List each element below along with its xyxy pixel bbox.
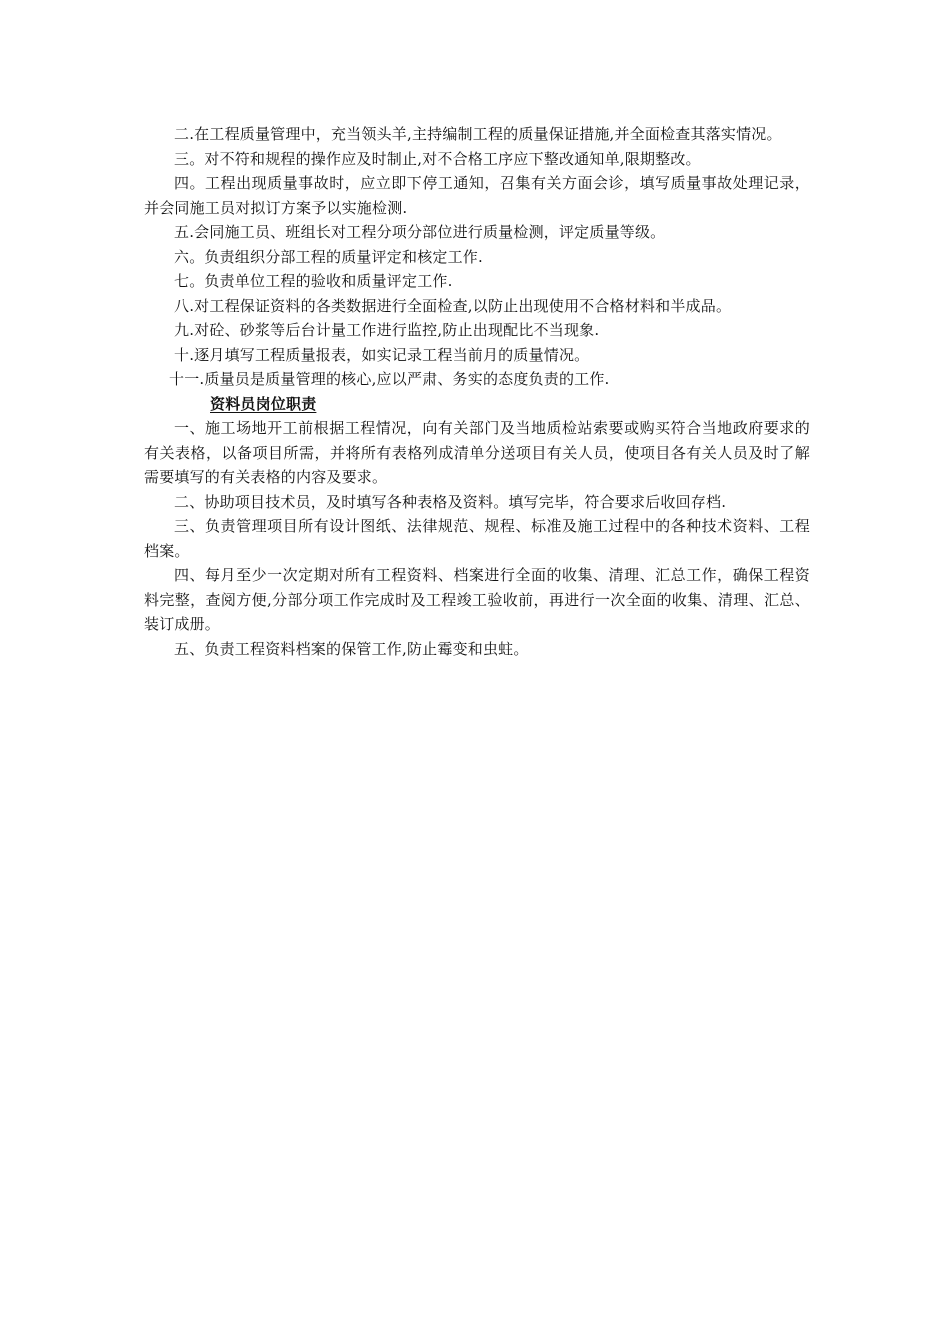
quality-item-9: 九.对砼、砂浆等后台计量工作进行监控,防止出现配比不当现象. [174, 321, 600, 339]
quality-item-11: 十一.质量员是质量管理的核心,应以严肃、务实的态度负责的工作. [169, 370, 610, 388]
quality-item-10: 十.逐月填写工程质量报表，如实记录工程当前月的质量情况。 [174, 345, 590, 364]
records-item-5: 五、负责工程资料档案的保管工作,防止霉变和虫蛀。 [174, 639, 529, 658]
records-item-4: 四、每月至少一次定期对所有工程资料、档案进行全面的收集、清理、汇总工作，确保工程资料完整，查阅方便,分部分项工作完成时及工程竣工验收前，再进行一次全面的收集、清理、汇总、装订成册。 [144, 566, 810, 633]
quality-item-8: 八.对工程保证资料的各类数据进行全面检查,以防止出现使用不合格材料和半成品。 [174, 296, 732, 315]
quality-item-6: 六。负责组织分部工程的质量评定和核定工作. [174, 247, 483, 266]
records-item-1: 一、施工场地开工前根据工程情况，向有关部门及当地质检站索要或购买符合当地政府要求的有关表格，以备项目所需，并将所有表格列成清单分送项目有关人员，使项目各有关人员及时了解需要填写的有关表格的内容及要求。 [144, 419, 810, 486]
document-body [144, 122, 810, 661]
records-item-2: 二、协助项目技术员，及时填写各种表格及资料。填写完毕，符合要求后收回存档. [174, 492, 727, 511]
section-title-records-clerk: 资料员岗位职责 [210, 394, 317, 413]
quality-item-4: 四。工程出现质量事故时，应立即下停工通知，召集有关方面会诊，填写质量事故处理记录，并会同施工员对拟订方案予以实施检测. [144, 174, 810, 217]
records-item-3: 三、负责管理项目所有设计图纸、法律规范、规程、标准及施工过程中的各种技术资料、工程档案。 [144, 517, 810, 560]
quality-item-5: 五.会同施工员、班组长对工程分项分部位进行质量检测，评定质量等级。 [174, 223, 666, 241]
quality-item-7: 七。负责单位工程的验收和质量评定工作. [174, 272, 453, 290]
quality-item-3: 三。对不符和规程的操作应及时制止,对不合格工序应下整改通知单,限期整改。 [174, 149, 701, 168]
quality-item-2: 二.在工程质量管理中，充当领头羊,主持编制工程的质量保证措施,并全面检查其落实情况。 [174, 125, 782, 143]
